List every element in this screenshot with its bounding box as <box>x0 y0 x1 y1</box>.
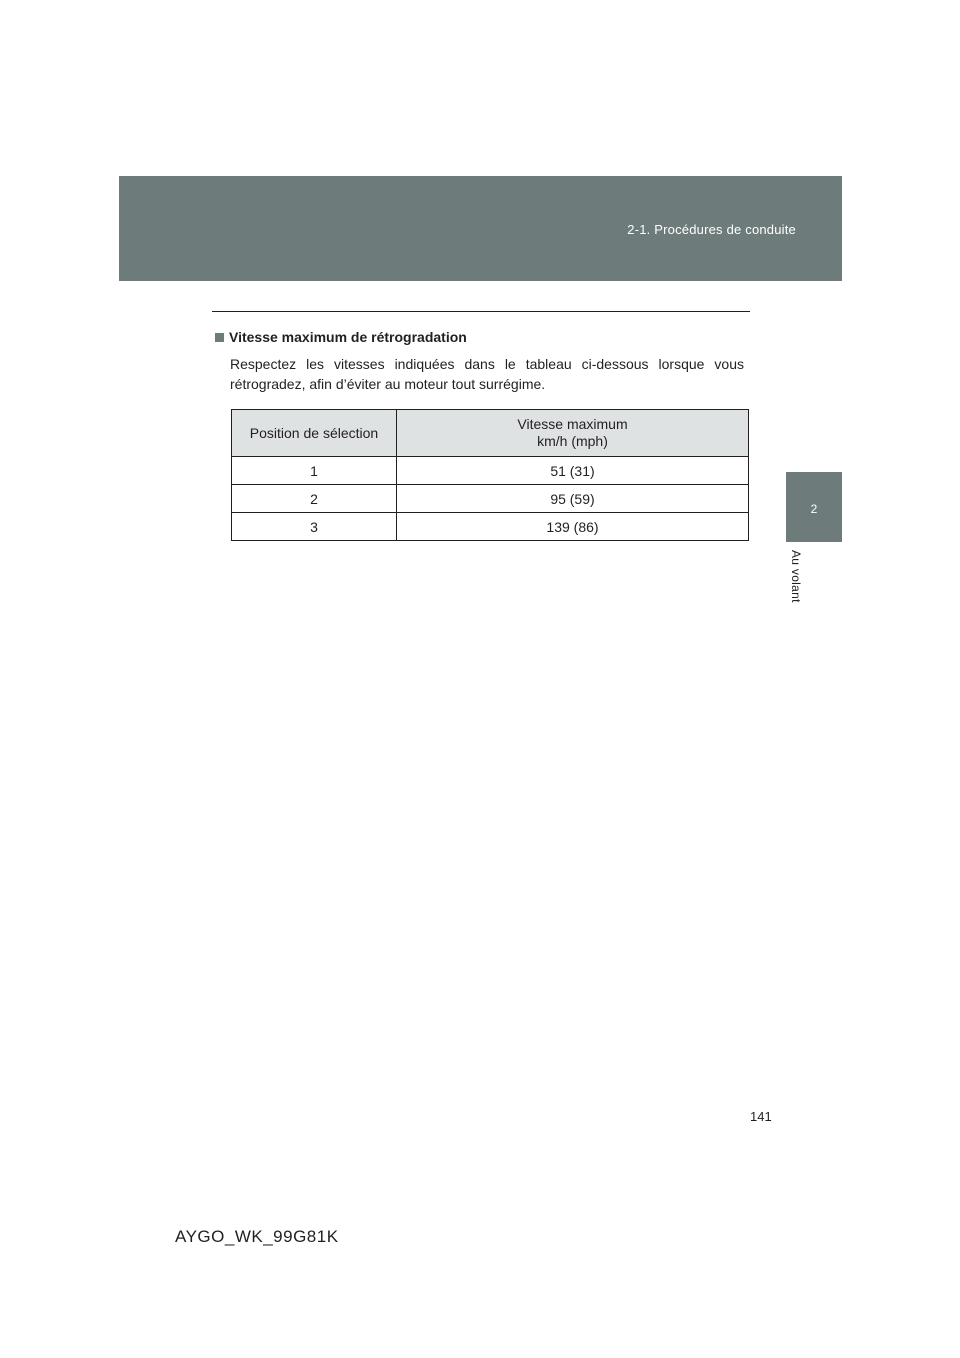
speed-table <box>231 409 749 541</box>
cell-speed: 139 (86) <box>397 513 749 541</box>
table-row <box>232 513 749 541</box>
cell-speed: 95 (59) <box>397 485 749 513</box>
cell-position: 1 <box>232 457 397 485</box>
document-code: AYGO_WK_99G81K <box>175 1227 339 1246</box>
subsection-heading-text: Vitesse maximum de rétrogradation <box>229 329 467 345</box>
subsection-heading <box>215 329 467 345</box>
section-divider <box>212 311 750 312</box>
chapter-tab <box>786 472 842 542</box>
chapter-label: Au volant <box>789 550 803 603</box>
chapter-number: 2 <box>810 502 818 516</box>
section-title: 2-1. Procédures de conduite <box>627 222 796 237</box>
square-bullet-icon <box>215 333 224 342</box>
body-paragraph: Respectez les vitesses indiquées dans le tableau ci-dessous lorsque vous rétrogradez, afin d’éviter au moteur tout surrégime. <box>230 356 744 392</box>
header-speed-line2: km/h (mph) <box>537 433 608 449</box>
table-row <box>232 485 749 513</box>
header-speed-line1: Vitesse maximum <box>517 416 628 432</box>
cell-position: 3 <box>232 513 397 541</box>
header-speed <box>397 410 749 457</box>
table-header-row <box>232 410 749 457</box>
cell-position: 2 <box>232 485 397 513</box>
cell-speed: 51 (31) <box>397 457 749 485</box>
page-number: 141 <box>750 1109 772 1124</box>
header-band <box>119 176 842 281</box>
table-row <box>232 457 749 485</box>
header-position: Position de sélection <box>232 410 397 457</box>
